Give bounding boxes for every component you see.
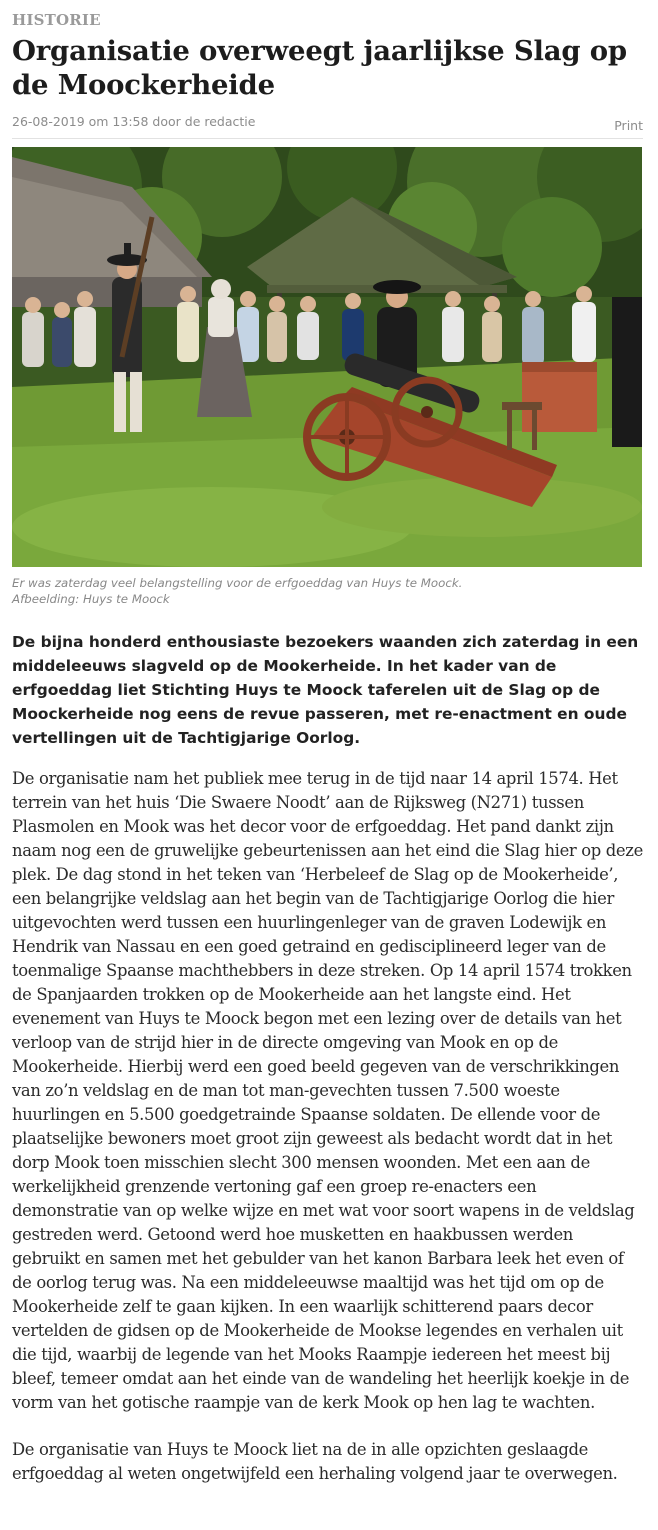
photo-caption-text: Er was zaterdag veel belangstelling voor de erfgoeddag van Huys te Moock.	[12, 576, 463, 590]
article	[12, 0, 643, 1486]
article-lead: De bijna honderd enthousiaste bezoekers waanden zich zaterdag in een middeleeuws slagveld op de Mookerheide. In het kader van de erfgoeddag liet Stichting Huys te Moock taferelen uit de Slag op de Moockerheide nog eens de revue passeren, met re-enactment en oude vertellingen uit de Tachtigjarige Oorlog.	[12, 633, 639, 747]
article-category[interactable]: HISTORIE	[12, 11, 101, 29]
photo-credit: Afbeelding: Huys te Moock	[12, 592, 170, 606]
photo-caption	[12, 575, 643, 607]
article-byline: 26-08-2019 om 13:58 door de redactie	[12, 114, 256, 129]
article-paragraph-2: De organisatie van Huys te Moock liet na de in alle opzichten geslaagde erfgoeddag al weten ongetwijfeld een herhaling volgend jaar te overwegen.	[12, 1440, 618, 1483]
article-title: Organisatie overweegt jaarlijkse Slag op de Moockerheide	[12, 35, 627, 101]
article-meta-row	[12, 114, 643, 139]
article-photo	[12, 147, 642, 567]
article-paragraph-1: De organisatie nam het publiek mee terug in de tijd naar 14 april 1574. Het terrein van het huis ‘Die Swaere Noodt’ aan de Rijksweg (N271) tussen Plasmolen en Mook was het decor voor de erfgoeddag. Het pand dankt zijn naam nog een de gruwelijke gebeurtenissen aan het eind die Slag hier op deze plek. De dag stond in het teken van ‘Herbeleef de Slag op de Mookerheide’, een belangrijke veldslag aan het begin van de Tachtigjarige Oorlog die hier uitgevochten werd tussen een huurlingenleger van de graven Lodewijk en Hendrik van Nassau en een goed getraind en gedisciplineerd leger van de toenmalige Spaanse machthebbers in deze streken. Op 14 april 1574 trokken de Spanjaarden trokken op de Mookerheide aan het langste eind. Het evenement van Huys te Moock begon met een lezing over de details van het verloop van de strijd hier in de directe omgeving van Mook en op de Mookerheide. Hierbij werd een goed beeld gegeven van de verschrikkingen van zo’n veldslag en de man tot man-gevechten tussen 7.500 woeste huurlingen en 5.500 goedgetrainde Spaanse soldaten. De ellende voor de plaatselijke bewoners moet groot zijn geweest als bedacht wordt dat in het dorp Mook toen misschien slecht 300 mensen woonden. Met een aan de werkelijkheid grenzende vertoning gaf een groep re-enacters een demonstratie van op welke wijze en met wat voor soort wapens in de veldslag gestreden werd. Getoond werd hoe musketten en haakbussen werden gebruikt en samen met het gebulder van het kanon Barbara leek het even of de oorlog terug was. Na een middeleeuwse maaltijd was het tijd om op de Mookerheide zelf te gaan kijken. In een waarlijk schitterend paars decor vertelden de gidsen op de Mookerheide de Mookse legendes en verhalen uit die tijd, waarbij de legende van het Mooks Raampje iedereen het meest bij bleef, temeer omdat aan het einde van de wandeling het heerlijk koekje in de vorm van het gotische raampje van de kerk Mook op hen lag te wachten.	[12, 769, 643, 1412]
print-link[interactable]: Print	[614, 118, 643, 133]
reenactment-photo-illustration	[12, 147, 642, 567]
